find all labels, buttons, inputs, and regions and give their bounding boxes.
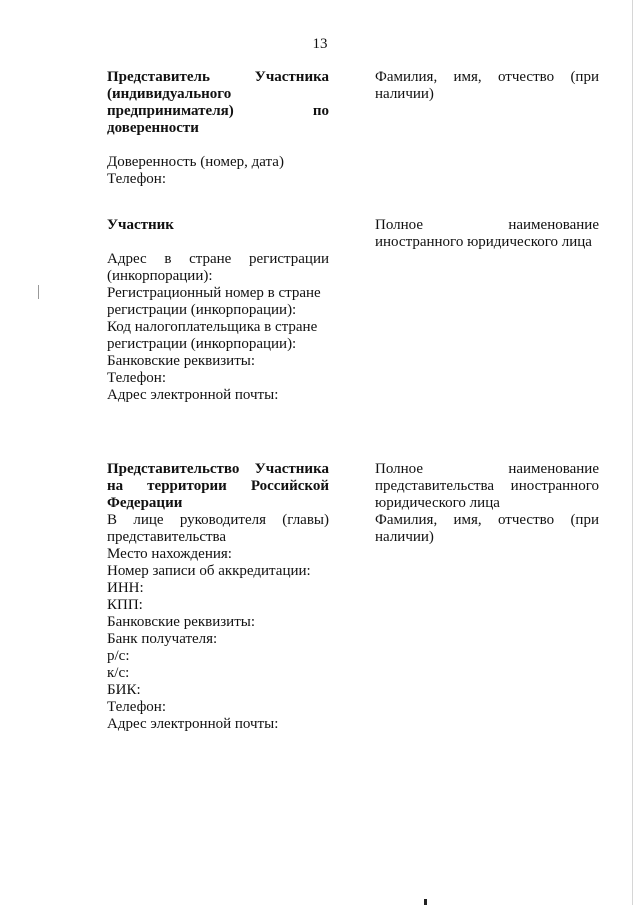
field-label: Банк получателя:	[107, 631, 218, 647]
representative-ip-right	[375, 69, 599, 103]
section-title: доверенности	[107, 120, 199, 136]
field-label: Адрес электронной почты:	[107, 716, 279, 732]
field-label: регистрации (инкорпорации):	[107, 302, 297, 318]
representative-ip-block	[107, 69, 329, 188]
field-label: Телефон:	[107, 171, 166, 187]
right-label: представительства иностранного	[375, 478, 599, 494]
representation-right	[375, 461, 599, 546]
field-label: Регистрационный номер в стране	[107, 285, 321, 301]
section-title: предпринимателя) по	[107, 103, 329, 119]
field-label: Банковские реквизиты:	[107, 614, 256, 630]
field-label: Телефон:	[107, 370, 166, 386]
field-label: ИНН:	[107, 580, 144, 596]
page-number: 13	[312, 36, 328, 52]
right-label: Фамилия, имя, отчество (при	[375, 512, 599, 528]
field-label: В лице руководителя (главы)	[107, 512, 329, 528]
representation-block	[107, 461, 329, 733]
margin-mark	[38, 285, 39, 299]
field-label: Адрес электронной почты:	[107, 387, 279, 403]
right-label: юридического лица	[375, 495, 500, 511]
right-label: наличии)	[375, 529, 434, 545]
field-label: регистрации (инкорпорации):	[107, 336, 297, 352]
field-label: (инкорпорации):	[107, 268, 213, 284]
section-title: Представитель Участника	[107, 69, 329, 85]
section-title: Федерации	[107, 495, 183, 511]
field-label: БИК:	[107, 682, 141, 698]
field-label: Телефон:	[107, 699, 166, 715]
right-label: Полное наименование	[375, 461, 599, 477]
right-label: иностранного юридического лица	[375, 234, 592, 250]
right-label: Фамилия, имя, отчество (при	[375, 69, 599, 85]
field-label: Банковские реквизиты:	[107, 353, 256, 369]
field-label: р/с:	[107, 648, 130, 664]
scan-mark	[424, 899, 427, 905]
section-title: Представительство Участника	[107, 461, 329, 477]
right-label: наличии)	[375, 86, 434, 102]
section-title: на территории Российской	[107, 478, 329, 494]
field-label: Место нахождения:	[107, 546, 232, 562]
page-edge-line	[632, 0, 633, 905]
participant-block	[107, 217, 329, 404]
section-title: (индивидуального	[107, 86, 232, 102]
field-label: Адрес в стране регистрации	[107, 251, 329, 267]
participant-right	[375, 217, 599, 251]
field-label: Код налогоплательщика в стране	[107, 319, 318, 335]
section-title: Участник	[107, 217, 174, 233]
field-label: к/с:	[107, 665, 130, 681]
field-label: Доверенность (номер, дата)	[107, 154, 284, 170]
right-label: Полное наименование	[375, 217, 599, 233]
field-label: представительства	[107, 529, 227, 545]
field-label: КПП:	[107, 597, 143, 613]
field-label: Номер записи об аккредитации:	[107, 563, 311, 579]
